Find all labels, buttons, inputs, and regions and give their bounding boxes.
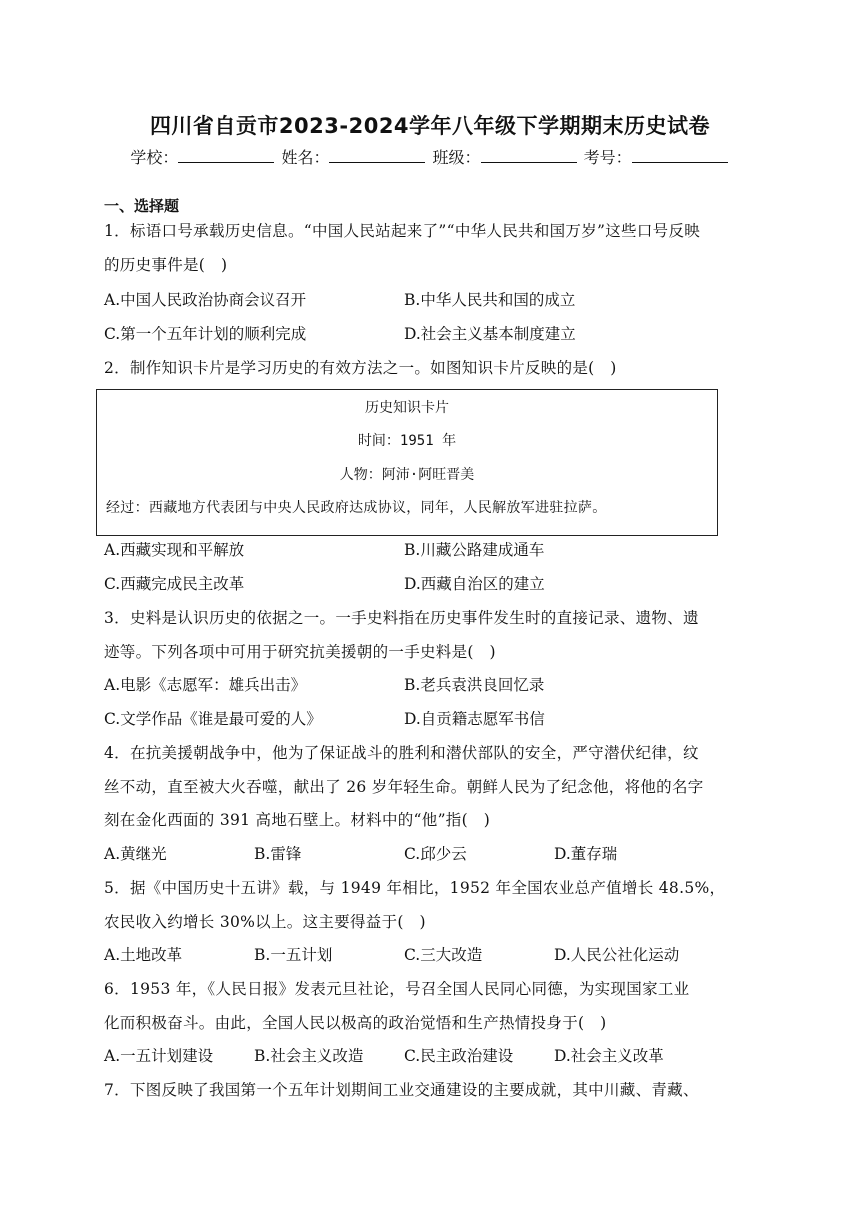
name-blank[interactable] <box>329 146 425 163</box>
question-7-text: 7．下图反映了我国第一个五年计划期间工业交通建设的主要成就，其中川藏、青藏、 <box>104 1081 699 1099</box>
question-6-option-d[interactable]: D.社会主义改革 <box>554 1047 664 1065</box>
question-6-option-b[interactable]: B.社会主义改造 <box>254 1047 364 1065</box>
question-4-option-c[interactable]: C.邱少云 <box>404 845 467 863</box>
class-blank[interactable] <box>481 146 577 163</box>
card-time: 时间：1951 年 <box>357 433 457 449</box>
question-3-option-c[interactable]: C.文学作品《谁是最可爱的人》 <box>104 710 322 728</box>
question-3-option-b[interactable]: B.老兵袁洪良回忆录 <box>404 676 545 694</box>
question-1-text: 的历史事件是( ) <box>104 256 228 274</box>
card-person: 人物：阿沛·阿旺晋美 <box>339 467 475 483</box>
question-2-option-b[interactable]: B.川藏公路建成通车 <box>404 541 545 559</box>
question-2-option-c[interactable]: C.西藏完成民主改革 <box>104 575 245 593</box>
class-label: 班级： <box>432 148 481 167</box>
question-4-text: 4．在抗美援朝战争中，他为了保证战斗的胜利和潜伏部队的安全，严守潜伏纪律，纹 <box>104 744 699 762</box>
question-3-text: 3．史料是认识历史的依据之一。一手史料指在历史事件发生时的直接记录、遗物、遗 <box>104 609 699 627</box>
question-6-option-c[interactable]: C.民主政治建设 <box>404 1047 514 1065</box>
question-1-option-c[interactable]: C.第一个五年计划的顺利完成 <box>104 325 307 343</box>
question-4-option-b[interactable]: B.雷锋 <box>254 845 302 863</box>
school-label: 学校： <box>130 148 179 167</box>
question-6-text: 化而积极奋斗。由此，全国人民以极高的政治觉悟和生产热情投身于( ) <box>104 1014 607 1032</box>
knowledge-card <box>96 389 718 536</box>
question-4-option-d[interactable]: D.董存瑞 <box>554 845 618 863</box>
question-6-text: 6．1953 年，《人民日报》发表元旦社论，号召全国人民同心同德，为实现国家工业 <box>104 980 690 998</box>
question-1-option-b[interactable]: B.中华人民共和国的成立 <box>404 291 576 309</box>
card-process: 经过：西藏地方代表团与中央人民政府达成协议，同年，人民解放军进驻拉萨。 <box>106 500 607 516</box>
question-1-text: 1．标语口号承载历史信息。“中国人民站起来了”“中华人民共和国万岁”这些口号反映 <box>104 222 701 240</box>
question-4-option-a[interactable]: A.黄继光 <box>104 845 167 863</box>
question-2-option-d[interactable]: D.西藏自治区的建立 <box>404 575 545 593</box>
question-5-option-b[interactable]: B.一五计划 <box>254 946 333 964</box>
exam-number-label: 考号： <box>583 148 632 167</box>
question-1-option-d[interactable]: D.社会主义基本制度建立 <box>404 325 576 343</box>
question-3-option-a[interactable]: A.电影《志愿军：雄兵出击》 <box>104 676 307 694</box>
question-5-text: 农民收入约增长 30%以上。这主要得益于( ) <box>104 913 426 931</box>
question-3-text: 迹等。下列各项中可用于研究抗美援朝的一手史料是( ) <box>104 643 496 661</box>
school-blank[interactable] <box>178 146 274 163</box>
question-3-option-d[interactable]: D.自贡籍志愿军书信 <box>404 710 545 728</box>
question-5-option-a[interactable]: A.土地改革 <box>104 946 183 964</box>
question-6-option-a[interactable]: A.一五计划建设 <box>104 1047 214 1065</box>
card-heading: 历史知识卡片 <box>365 400 449 416</box>
question-5-option-d[interactable]: D.人民公社化运动 <box>554 946 680 964</box>
name-label: 姓名： <box>281 148 330 167</box>
exam-title: 四川省自贡市2023-2024学年八年级下学期期末历史试卷 <box>149 114 711 138</box>
question-1-option-a[interactable]: A.中国人民政治协商会议召开 <box>104 291 307 309</box>
question-5-text: 5．据《中国历史十五讲》载，与 1949 年相比，1952 年全国农业总产值增长 48.5%， <box>104 879 726 897</box>
section-heading: 一、选择题 <box>104 197 180 215</box>
student-info-row <box>0 146 860 170</box>
question-2-text: 2．制作知识卡片是学习历史的有效方法之一。如图知识卡片反映的是( ) <box>104 359 617 377</box>
question-5-option-c[interactable]: C.三大改造 <box>404 946 483 964</box>
question-2-option-a[interactable]: A.西藏实现和平解放 <box>104 541 245 559</box>
question-4-text: 刻在金化西面的 391 高地石壁上。材料中的“他”指( ) <box>104 811 491 829</box>
exam-number-blank[interactable] <box>632 146 728 163</box>
question-4-text: 丝不动，直至被大火吞噬，献出了 26 岁年轻生命。朝鲜人民为了纪念他，将他的名字 <box>104 778 704 796</box>
